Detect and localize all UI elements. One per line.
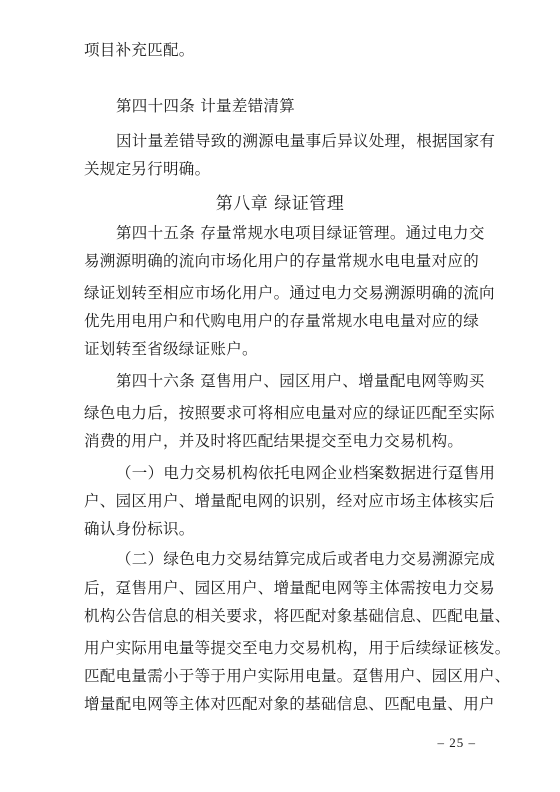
article-45-line-5: 证划转至省级绿证账户。: [84, 340, 258, 358]
article-45-line-2: 易溯源明确的流向市场化用户的存量常规水电电量对应的: [84, 252, 480, 270]
item-2-line-5: 匹配电量需小于等于用户实际用电量。趸售用户、园区用户、: [84, 667, 511, 685]
item-2-line-3: 机构公告信息的相关要求，将匹配对象基础信息、匹配电量、: [84, 607, 511, 625]
item-1-line-1: （一）电力交易机构依托电网企业档案数据进行趸售用: [116, 464, 496, 482]
item-2-line-4: 用户实际用电量等提交至电力交易机构，用于后续绿证核发。: [84, 639, 511, 657]
article-46-line-2: 绿色电力后，按照要求可将相应电量对应的绿证匹配至实际: [84, 404, 495, 422]
article-46-line-3: 消费的用户，并及时将匹配结果提交至电力交易机构。: [84, 432, 464, 450]
article-45-line-3: 绿证划转至相应市场化用户。通过电力交易溯源明确的流向: [84, 284, 495, 302]
page-number: – 25 –: [437, 735, 476, 750]
item-2-line-2: 后，趸售用户、园区用户、增量配电网等主体需按电力交易: [84, 579, 495, 597]
text-line-4: 关规定另行明确。: [84, 160, 211, 178]
item-2-line-1: （二）绿色电力交易结算完成后或者电力交易溯源完成: [116, 550, 496, 568]
text-line-1: 项目补充匹配。: [84, 41, 195, 59]
item-1-line-2: 户、园区用户、增量配电网的识别，经对应市场主体核实后: [84, 492, 495, 510]
text-line-3: 因计量差错导致的溯源电量事后异议处理，根据国家有: [116, 132, 496, 150]
item-1-line-3: 确认身份标识。: [84, 520, 195, 538]
item-2-line-6: 增量配电网等主体对匹配对象的基础信息、匹配电量、用户: [84, 695, 495, 713]
article-45-line-4: 优先用电用户和代购电用户的存量常规水电电量对应的绿: [84, 312, 480, 330]
article-44-heading: 第四十四条 计量差错清算: [116, 97, 296, 115]
chapter-8-heading: 第八章 绿证管理: [215, 194, 345, 214]
article-46-line-1: 第四十六条 趸售用户、园区用户、增量配电网等购买: [116, 372, 485, 390]
article-45-line-1: 第四十五条 存量常规水电项目绿证管理。通过电力交: [116, 224, 485, 242]
